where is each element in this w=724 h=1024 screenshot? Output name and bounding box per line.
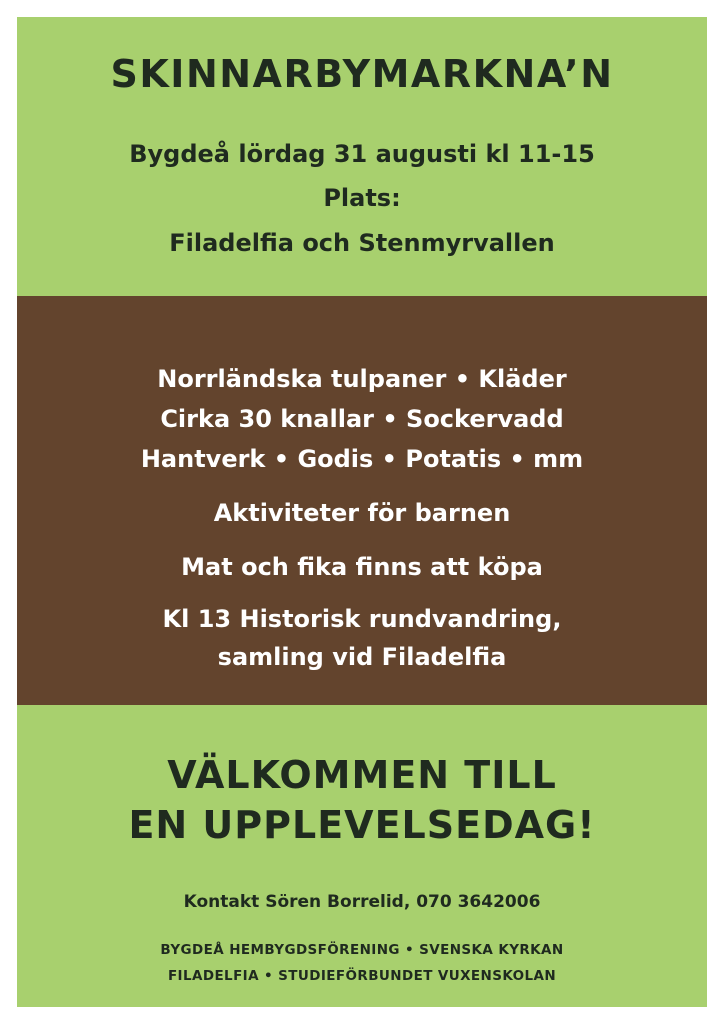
organizers-line2: FILADELFIA • STUDIEFÖRBUNDET VUXENSKOLAN — [167, 968, 557, 984]
activities-line: Aktiviteter för barnen — [213, 499, 511, 527]
welcome-heading-line2: EN UPPLEVELSEDAG! — [128, 803, 596, 847]
header-section — [17, 17, 707, 296]
welcome-heading-line1: VÄLKOMMEN TILL — [167, 753, 557, 797]
place-value: Filadelfia och Stenmyrvallen — [169, 229, 555, 257]
food-line: Mat och fika finns att köpa — [181, 553, 543, 581]
tour-line: Kl 13 Historisk rundvandring, — [162, 605, 562, 633]
offering-line: Norrländska tulpaner • Kläder — [157, 365, 567, 393]
offerings-section — [17, 296, 707, 705]
offering-line: Cirka 30 knallar • Sockervadd — [160, 405, 564, 433]
organizers-line1: BYGDEÅ HEMBYGDSFÖRENING • SVENSKA KYRKAN — [160, 942, 564, 958]
contact-info: Kontakt Sören Borrelid, 070 3642006 — [183, 892, 541, 912]
place-label: Plats: — [323, 184, 401, 212]
event-title: SKINNARBYMARKNA’N — [110, 52, 614, 96]
offering-line: Hantverk • Godis • Potatis • mm — [140, 445, 584, 473]
tour-location-line: samling vid Filadelfia — [217, 643, 507, 671]
footer-section — [17, 705, 707, 1007]
event-poster — [17, 17, 707, 1007]
event-date: Bygdeå lördag 31 augusti kl 11-15 — [129, 140, 595, 168]
